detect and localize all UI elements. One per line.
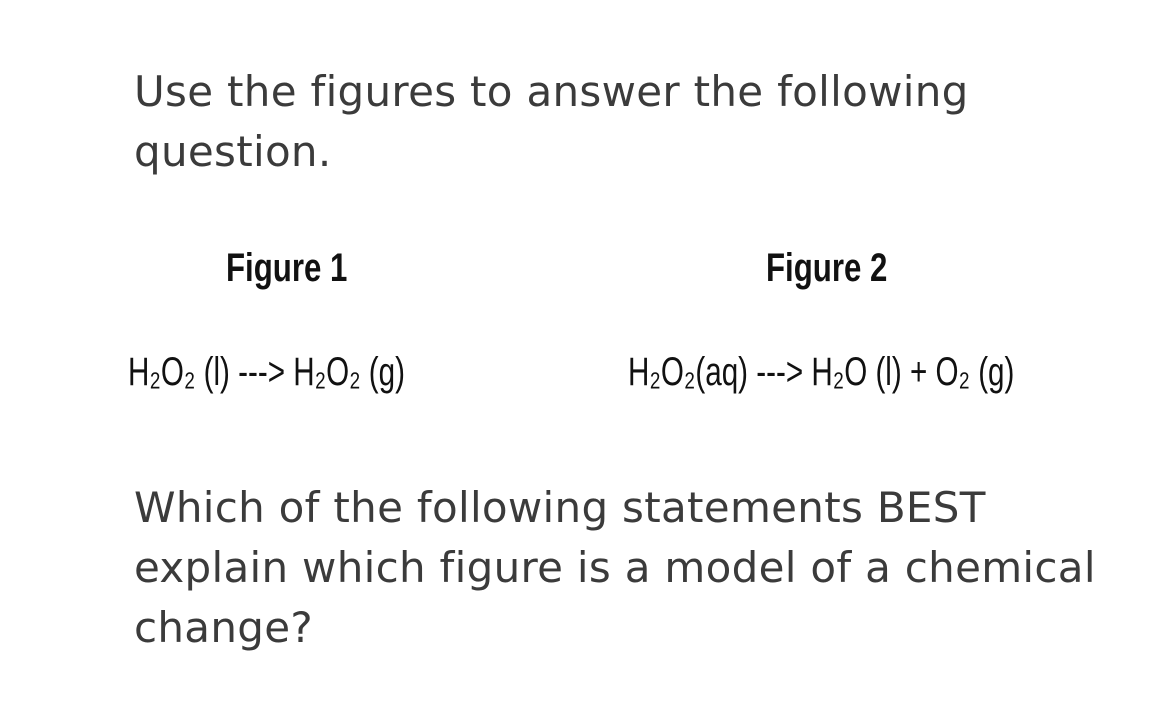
instruction-text: Use the figures to answer the following question. [134,67,969,176]
question-text: Which of the following statements BEST explain which figure is a model of a chemical change? [134,483,1096,652]
figure-2-equation: H₂O₂(aq) ---> H₂O (l) + O₂ (g) [628,350,1015,394]
figure-1-equation: H₂O₂ (l) ---> H₂O₂ (g) [128,350,405,394]
figure-2-title: Figure 2 [766,246,888,290]
figure-1-title: Figure 1 [226,246,348,290]
